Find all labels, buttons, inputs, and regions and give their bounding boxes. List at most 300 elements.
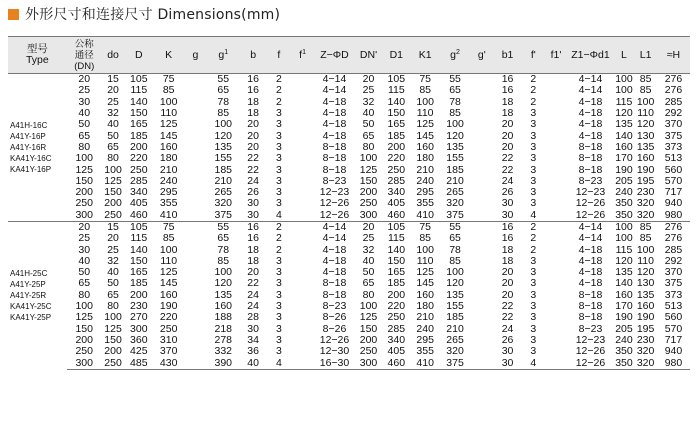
table-cell: 2 [275,243,282,256]
table-cell [291,142,314,153]
table-cell: 22 [501,300,514,313]
table-cell [545,301,568,312]
table-cell [545,335,568,346]
table-cell: 8−18 [322,277,347,290]
table-cell [470,74,493,86]
table-cell: 270 [130,311,148,324]
table-cell: 115 [387,84,405,97]
header-l: L [614,37,635,74]
table-cell: 3 [275,277,282,290]
table-cell [184,346,207,357]
table-cell [184,301,207,312]
table-cell: 100 [446,118,464,131]
table-cell: 3 [530,186,537,199]
table-cell [545,233,568,244]
table-cell: 25 [362,84,375,97]
header-b: b [240,37,267,74]
table-cell: 24 [501,174,514,187]
table-cell: 3 [530,266,537,279]
table-cell: 165 [387,118,406,131]
table-cell [184,97,207,108]
table-cell: 3 [530,118,537,131]
table-cell: 155 [446,300,464,313]
table-cell: 4−18 [578,107,603,120]
table-cell: 16 [247,84,259,97]
table-cell [545,187,568,198]
table-cell: 170 [615,300,633,313]
header-z-d: Z−ΦD [314,37,355,74]
table-cell: 18 [247,254,259,267]
table-cell [470,198,493,209]
table-cell: 3 [530,152,537,165]
table-cell: 180 [159,152,178,165]
table-cell: 80 [107,300,119,313]
table-cell: 135 [446,288,464,301]
header-g: g [184,37,207,74]
table-cell: 40 [107,266,119,279]
table-cell: 115 [387,232,405,245]
model-type-label: A41Y-16P [10,131,46,141]
table-cell [291,119,314,130]
table-cell: 160 [159,140,178,153]
table-cell: 85 [419,84,431,97]
table-cell [291,244,314,255]
table-cell: 150 [387,107,406,120]
table-cell: 405 [387,345,406,358]
table-cell [291,85,314,96]
table-cell: 3 [530,288,537,301]
table-cell: 150 [359,174,378,187]
table-cell: 8−18 [578,152,603,165]
table-cell: 370 [159,345,178,358]
table-cell [470,187,493,198]
table-cell: 240 [416,322,434,335]
table-cell: 300 [130,322,148,335]
table-cell [291,74,314,86]
table-cell: 3 [530,333,537,346]
table-cell: 12−26 [575,208,606,221]
model-type-label: A41Y-25P [10,280,46,290]
table-cell: 145 [159,129,178,142]
table-cell: 3 [530,322,537,335]
header-f-prime: f' [522,37,545,74]
table-cell: 373 [664,140,683,153]
table-cell [545,346,568,357]
table-cell: 4−14 [567,74,613,86]
table-cell: 2 [530,84,537,97]
table-cell: 30 [493,357,522,369]
table-cell [291,153,314,164]
table-cell: 8−18 [322,163,347,176]
table-cell: 4−18 [578,266,603,279]
table-cell: 125 [75,311,93,324]
table-cell [184,278,207,289]
table-cell: 188 [214,311,233,324]
table-cell: 205 [615,322,633,335]
table-cell: 3 [530,345,537,358]
table-cell: 230 [636,186,655,199]
header-f1: $f^1$ [291,37,314,74]
table-cell: 65 [217,232,230,245]
table-cell: 100 [416,243,434,256]
table-cell: 20 [501,277,514,290]
table-cell: 4 [267,357,292,369]
table-cell: 120 [615,254,633,267]
table-cell: 22 [501,152,514,165]
table-cell [291,301,314,312]
table-cell: 240 [615,186,633,199]
table-cell: 4−18 [578,95,603,108]
table-cell: 150 [75,174,93,187]
table-cell: 160 [636,300,655,313]
table-cell: 8−18 [578,300,603,313]
table-cell: 2 [275,84,282,97]
table-cell [470,301,493,312]
table-cell: 16 [493,221,522,233]
table-cell: 370 [664,266,683,279]
table-cell: 30 [501,208,514,221]
table-cell: 55 [440,221,471,233]
table-cell: 185 [387,129,406,142]
model-type-label: A41H-25C [10,269,48,279]
table-cell: 250 [104,208,122,221]
table-cell [470,233,493,244]
table-cell: 250 [159,322,178,335]
table-cell: 110 [637,107,654,120]
table-cell: 4−14 [322,232,347,245]
table-cell: 265 [446,186,464,199]
table-cell [184,130,207,141]
table-cell: 100 [159,243,178,256]
table-cell: 295 [416,333,434,346]
table-cell: 8−26 [322,311,347,324]
table-row [8,164,690,175]
table-cell [545,142,568,153]
table-cell: 2 [530,232,537,245]
table-cell [545,97,568,108]
table-cell: 513 [664,152,683,165]
table-row [8,312,690,323]
table-cell: 85 [639,232,652,245]
table-cell: 20 [247,118,259,131]
table-cell: 125 [104,174,122,187]
table-cell: 3 [275,186,282,199]
table-cell: 135 [214,140,233,153]
table-row [8,357,690,369]
table-cell: 34 [247,333,259,346]
table-cell: 24 [247,288,259,301]
table-cell: 50 [362,118,375,131]
table-cell: 16 [493,74,522,86]
table-cell [545,198,568,209]
table-cell: 240 [416,174,434,187]
table-cell: 8−23 [578,322,603,335]
table-cell: 120 [214,277,233,290]
table-cell [291,290,314,301]
table-cell: 12−26 [567,357,613,369]
table-row [8,233,690,244]
table-cell: 195 [636,322,655,335]
table-cell: 190 [615,311,633,324]
table-cell: 50 [78,118,91,131]
table-cell [545,130,568,141]
table-cell: 100 [615,84,633,97]
table-cell: 18 [501,254,514,267]
table-cell: 30 [247,208,259,221]
table-cell: 105 [382,74,411,86]
table-cell: 18 [501,95,514,108]
table-cell: 32 [362,95,375,108]
table-cell: 200 [75,333,93,346]
table-cell [184,221,207,233]
table-cell: 130 [636,277,655,290]
table-cell: 200 [104,197,122,210]
table-cell: 4−18 [322,95,347,108]
table-cell: 140 [615,129,633,142]
table-cell: 200 [387,288,406,301]
table-cell: 100 [159,95,178,108]
table-cell: 65 [107,288,119,301]
section-title [8,4,280,24]
header-k1: K1 [411,37,440,74]
table-cell: 16 [247,232,259,245]
table-cell [545,221,568,233]
table-cell: 110 [160,254,178,267]
table-cell: 100 [359,300,378,313]
table-cell: 110 [160,107,178,120]
table-cell: 25 [78,232,91,245]
table-cell: 120 [214,129,233,142]
table-cell: 30 [78,95,91,108]
table-cell: 140 [387,95,406,108]
table-cell: 180 [416,152,434,165]
table-cell: 210 [446,322,464,335]
table-cell: 250 [387,311,406,324]
header-dn: 公称 通径 (DN) [67,37,102,74]
table-cell: 20 [501,288,514,301]
table-cell: 125 [159,266,178,279]
table-cell: 140 [615,277,633,290]
table-cell: 85 [449,107,461,120]
table-cell: 145 [416,129,434,142]
table-cell: 20 [501,266,514,279]
table-cell: 160 [416,288,434,301]
table-cell [291,210,314,222]
table-cell: 375 [446,208,464,221]
table-row [8,119,690,130]
table-cell: 140 [130,95,148,108]
table-cell: 22 [501,311,514,324]
table-cell: 120 [636,118,655,131]
table-cell [184,108,207,119]
table-cell: 332 [214,345,233,358]
table-cell [184,119,207,130]
table-cell: 20 [501,140,514,153]
table-cell: 410 [411,357,440,369]
table-cell: 160 [615,140,633,153]
table-cell: 12−26 [319,208,350,221]
table-cell [470,221,493,233]
table-cell: 3 [275,140,282,153]
table-cell: 20 [107,84,119,97]
table-cell: 185 [387,277,406,290]
table-cell: 105 [382,221,411,233]
table-cell: 100 [416,95,434,108]
table-cell: 135 [636,288,655,301]
table-cell: 20 [247,129,259,142]
table-cell: 12−23 [319,186,350,199]
header-d1: D1 [382,37,411,74]
table-cell: 4−14 [567,221,613,233]
table-cell: 85 [634,74,657,86]
table-cell: 265 [446,333,464,346]
table-cell: 22 [247,277,259,290]
table-cell: 16−30 [314,357,355,369]
table-cell: 3 [275,322,282,335]
table-cell: 50 [362,266,375,279]
table-cell [291,221,314,233]
table-cell: 160 [214,300,233,313]
table-cell: 75 [153,221,184,233]
table-cell: 3 [275,107,282,120]
table-cell: 40 [240,357,267,369]
table-cell: 210 [446,174,464,187]
table-cell [291,164,314,175]
table-cell: 370 [664,118,683,131]
table-cell: 250 [75,197,93,210]
table-cell: 150 [130,254,148,267]
table-cell: 210 [416,163,434,176]
table-cell: 40 [362,254,375,267]
table-cell: 65 [217,84,230,97]
header-dn-prime: DN' [355,37,382,74]
table-cell [291,278,314,289]
table-cell [291,108,314,119]
table-cell [470,335,493,346]
table-cell [470,256,493,267]
table-cell: 3 [530,254,537,267]
table-cell: 170 [615,152,633,165]
table-cell: 135 [446,140,464,153]
table-cell [545,74,568,86]
table-cell: 100 [75,152,93,165]
table-cell: 320 [636,197,655,210]
table-cell: 350 [615,356,633,369]
table-cell: 8−18 [322,288,347,301]
table-cell: 78 [217,95,230,108]
table-cell [545,176,568,187]
table-cell: 25 [78,84,91,97]
table-cell: 30 [78,243,91,256]
table-cell: 135 [615,266,633,279]
table-cell: 135 [615,118,633,131]
table-cell: 15 [102,74,125,86]
header-f1-prime: f1' [545,37,568,74]
table-cell: 20 [247,140,259,153]
table-cell: 110 [637,254,654,267]
table-cell: 300 [67,357,102,369]
table-cell: 8−18 [578,311,603,324]
table-cell [470,130,493,141]
table-cell: 30 [247,197,259,210]
table-cell: 250 [359,197,378,210]
table-cell: 3 [275,300,282,313]
table-cell: 205 [615,174,633,187]
table-cell: 560 [664,311,683,324]
table-cell: 940 [664,197,683,210]
table-cell: 105 [124,74,153,86]
table-cell: 78 [217,243,230,256]
header-do: do [102,37,125,74]
table-cell: 190 [159,300,178,313]
section-title-text: 外形尺寸和连接尺寸 Dimensions(mm) [25,7,281,23]
table-cell: 110 [416,254,434,267]
table-cell: 100 [615,232,633,245]
table-cell: 150 [130,107,148,120]
table-body [8,74,690,370]
table-cell: 30 [501,197,514,210]
header-g2: $g^2$ [440,37,471,74]
table-cell: 125 [416,266,434,279]
table-cell: 115 [130,84,148,97]
table-cell: 3 [275,333,282,346]
table-cell: 155 [214,152,233,165]
table-cell [291,130,314,141]
table-cell: 100 [104,163,122,176]
table-cell [184,210,207,222]
table-cell: 430 [153,357,184,369]
table-cell: 3 [530,277,537,290]
table-cell: 15 [102,221,125,233]
table-cell: 140 [130,243,148,256]
table-cell [291,198,314,209]
table-cell: 320 [634,357,657,369]
table-cell: 265 [214,186,233,199]
model-type-label: KA41Y-16P [10,164,52,174]
table-cell: 100 [615,73,633,86]
table-cell: 85 [162,84,175,97]
table-cell: 200 [359,333,378,346]
table-cell: 100 [636,243,655,256]
table-cell: 4−18 [322,266,347,279]
table-cell [545,290,568,301]
table-cell: 3 [530,129,537,142]
table-cell [470,176,493,187]
table-cell: 8−18 [578,288,603,301]
table-cell: 375 [214,208,233,221]
table-cell [545,256,568,267]
table-cell: 375 [440,357,471,369]
table-cell: 18 [247,107,259,120]
table-cell: 570 [664,322,683,335]
table-cell: 65 [78,277,91,290]
table-row [8,198,690,209]
table-cell [470,324,493,335]
table-cell: 3 [275,152,282,165]
table-cell: 40 [362,107,375,120]
table-cell [470,278,493,289]
table-cell: 16 [501,84,514,97]
table-cell: 125 [75,163,93,176]
table-cell: 200 [387,140,406,153]
table-cell [470,85,493,96]
table-cell: 40 [107,118,119,131]
table-cell: 85 [162,232,175,245]
table-cell: 8−18 [322,152,347,165]
table-cell: 320 [214,197,233,210]
table-cell: 36 [247,345,259,358]
table-cell: 20 [67,74,102,86]
